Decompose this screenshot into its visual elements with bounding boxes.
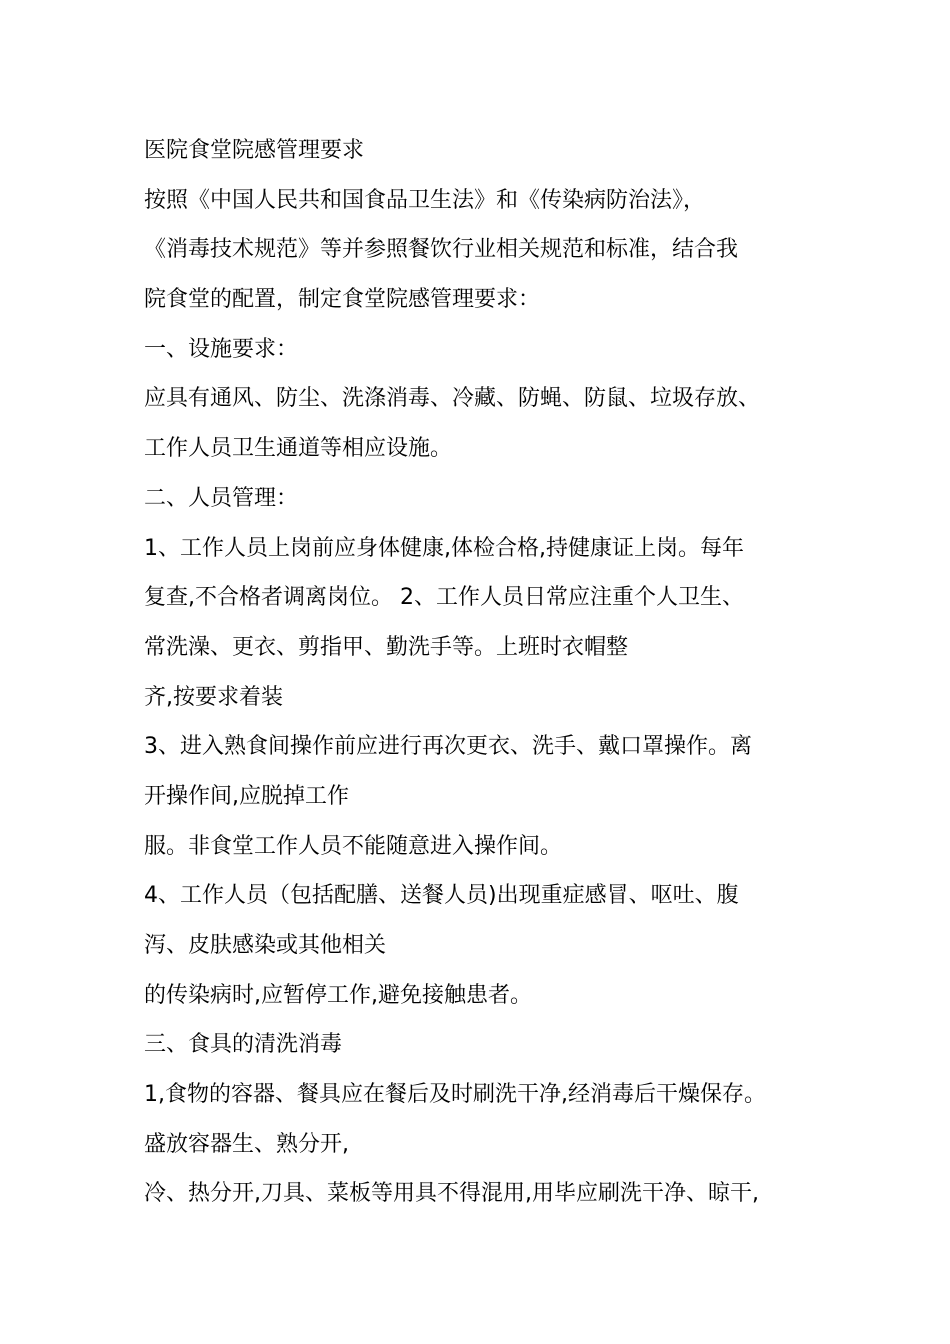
section-heading: 一、设施要求： [144, 336, 299, 362]
paragraph-line: 常洗澡、更衣、剪指甲、勤洗手等。上班时衣帽整 [144, 634, 629, 660]
paragraph-line: 泻、皮肤感染或其他相关 [144, 933, 387, 958]
paragraph-line: 4、工作人员（包括配膳、送餐人员)出现重症感冒、呕吐、腹 [144, 883, 739, 909]
paragraph-line: 按照《中国人民共和国食品卫生法》和《传染病防治法》， [144, 187, 706, 213]
paragraph-line: 服。非食堂工作人员不能随意进入操作间。 [144, 833, 563, 859]
paragraph-line: 齐,按要求着装 [144, 684, 283, 710]
paragraph-line: 应具有通风、防尘、洗涤消毒、冷藏、防蝇、防鼠、垃圾存放、 [144, 386, 761, 412]
paragraph-line: 院食堂的配置，制定食堂院感管理要求： [144, 287, 541, 313]
section-heading: 三、食具的清洗消毒 [144, 1032, 343, 1058]
paragraph-line: 《消毒技术规范》等并参照餐饮行业相关规范和标准，结合我 [144, 237, 739, 263]
paragraph-line: 的传染病时,应暂停工作,避免接触患者。 [144, 982, 532, 1008]
paragraph-line: 开操作间,应脱掉工作 [144, 783, 349, 809]
paragraph-line: 复查,不合格者调离岗位。 2、工作人员日常应注重个人卫生、 [144, 585, 744, 611]
paragraph-line: 冷、热分开,刀具、菜板等用具不得混用,用毕应刷洗干净、晾干, [144, 1181, 759, 1207]
paragraph-line: 盛放容器生、熟分开, [144, 1131, 349, 1157]
document-title: 医院食堂院感管理要求 [144, 138, 365, 163]
document-body [144, 126, 834, 1219]
section-heading: 二、人员管理： [144, 485, 299, 511]
paragraph-line: 3、进入熟食间操作前应进行再次更衣、洗手、戴口罩操作。离 [144, 734, 752, 760]
paragraph-line: 工作人员卫生通道等相应设施。 [144, 436, 453, 462]
paragraph-line: 1、工作人员上岗前应身体健康,体检合格,持健康证上岗。每年 [144, 535, 744, 561]
paragraph-line: 1,食物的容器、餐具应在餐后及时刷洗干净,经消毒后干燥保存。 [144, 1082, 766, 1108]
